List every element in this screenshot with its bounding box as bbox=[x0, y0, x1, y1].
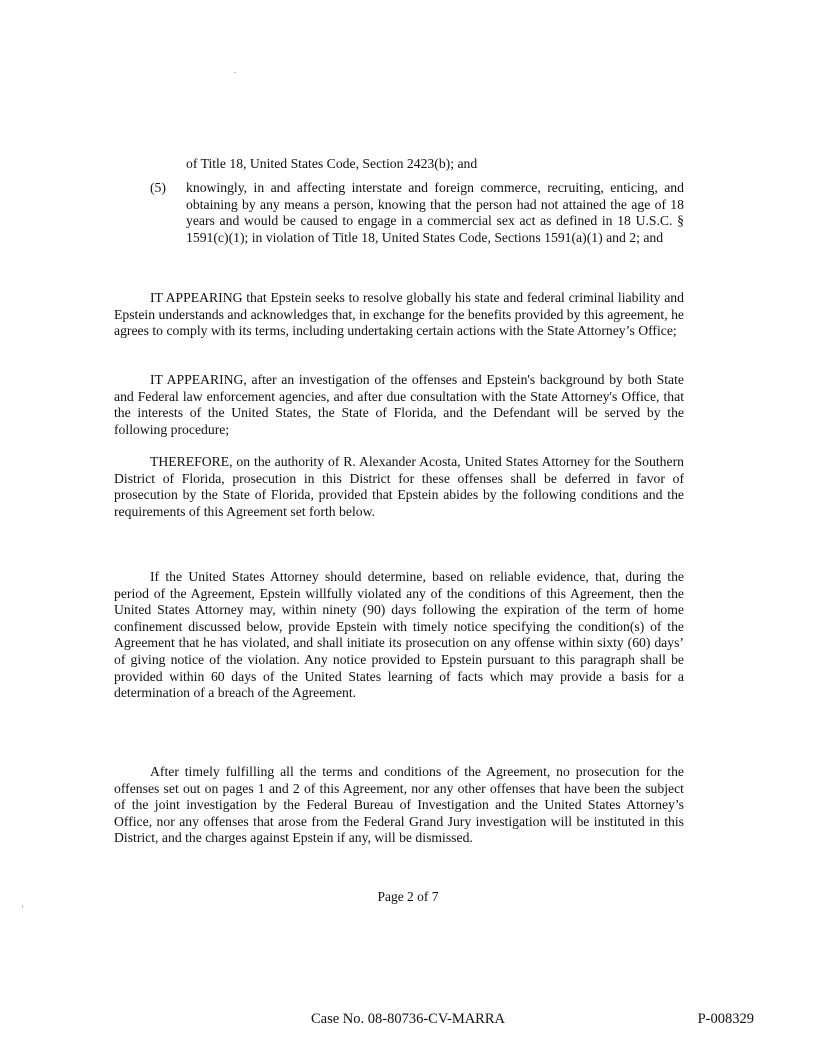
item-number: (5) bbox=[150, 180, 166, 195]
scan-speck bbox=[234, 72, 236, 73]
paragraph-dismissal: After timely fulfilling all the terms and conditions of the Agreement, no prosecution for the offenses set out on pages 1 and 2 of this Agreement, nor any other offenses that have been the subject of the joint investigation by the Federal Bureau of Investigation and the United States Attorney’s Office, nor any offenses that arose from the Federal Grand Jury investigation will be instituted in this District, and the charges against Epstein if any, will be dismissed. bbox=[114, 764, 684, 846]
item-text: knowingly, in and affecting interstate and foreign commerce, recruiting, enticing, and obtaining by any means a person, knowing that the person had not attained the age of 18 years and would be caused to engage in a commercial sex act as defined in 18 U.S.C. § 1591(c)(1); in violation of Title 18, United States Code, Sections 1591(a)(1) and 2; and bbox=[186, 180, 684, 245]
bates-number: P-008329 bbox=[697, 1011, 754, 1027]
page-number: Page 2 of 7 bbox=[377, 889, 439, 904]
paragraph-it-appearing-resolve: IT APPEARING that Epstein seeks to resolve globally his state and federal criminal liability and Epstein understands and acknowledges that, in exchange for the benefits provided by this agreement, he agrees to comply with its terms, including undertaking certain actions with the State Attorney’s Office; bbox=[114, 290, 684, 339]
paragraph-violation-notice: If the United States Attorney should determine, based on reliable evidence, that, during the period of the Agreement, Epstein willfully violated any of the conditions of this Agreement, then the United States Attorney may, within ninety (90) days following the expiration of the term of home confinement discussed below, provide Epstein with timely notice specifying the condition(s) of the Agreement that he has violated, and shall initiate its prosecution on any offense within sixty (60) days’ of giving notice of the violation. Any notice provided to Epstein pursuant to this paragraph shall be provided within 60 days of the United States learning of facts which may provide a basis for a determination of a breach of the Agreement. bbox=[114, 569, 684, 701]
paragraph-therefore: THEREFORE, on the authority of R. Alexander Acosta, United States Attorney for the Southern District of Florida, prosecution in this District for these offenses shall be deferred in favor of prosecution by the State of Florida, provided that Epstein abides by the following conditions and the requirements of this Agreement set forth below. bbox=[114, 454, 684, 519]
case-number: Case No. 08-80736-CV-MARRA bbox=[310, 1011, 505, 1027]
paragraph-it-appearing-investigation: IT APPEARING, after an investigation of the offenses and Epstein's background by both State and Federal law enforcement agencies, and after due consultation with the State Attorney's Office, that the interests of the United States, the State of Florida, and the Defendant will be served by the following procedure; bbox=[114, 372, 684, 437]
continuation-line: of Title 18, United States Code, Section 2423(b); and bbox=[186, 156, 478, 171]
